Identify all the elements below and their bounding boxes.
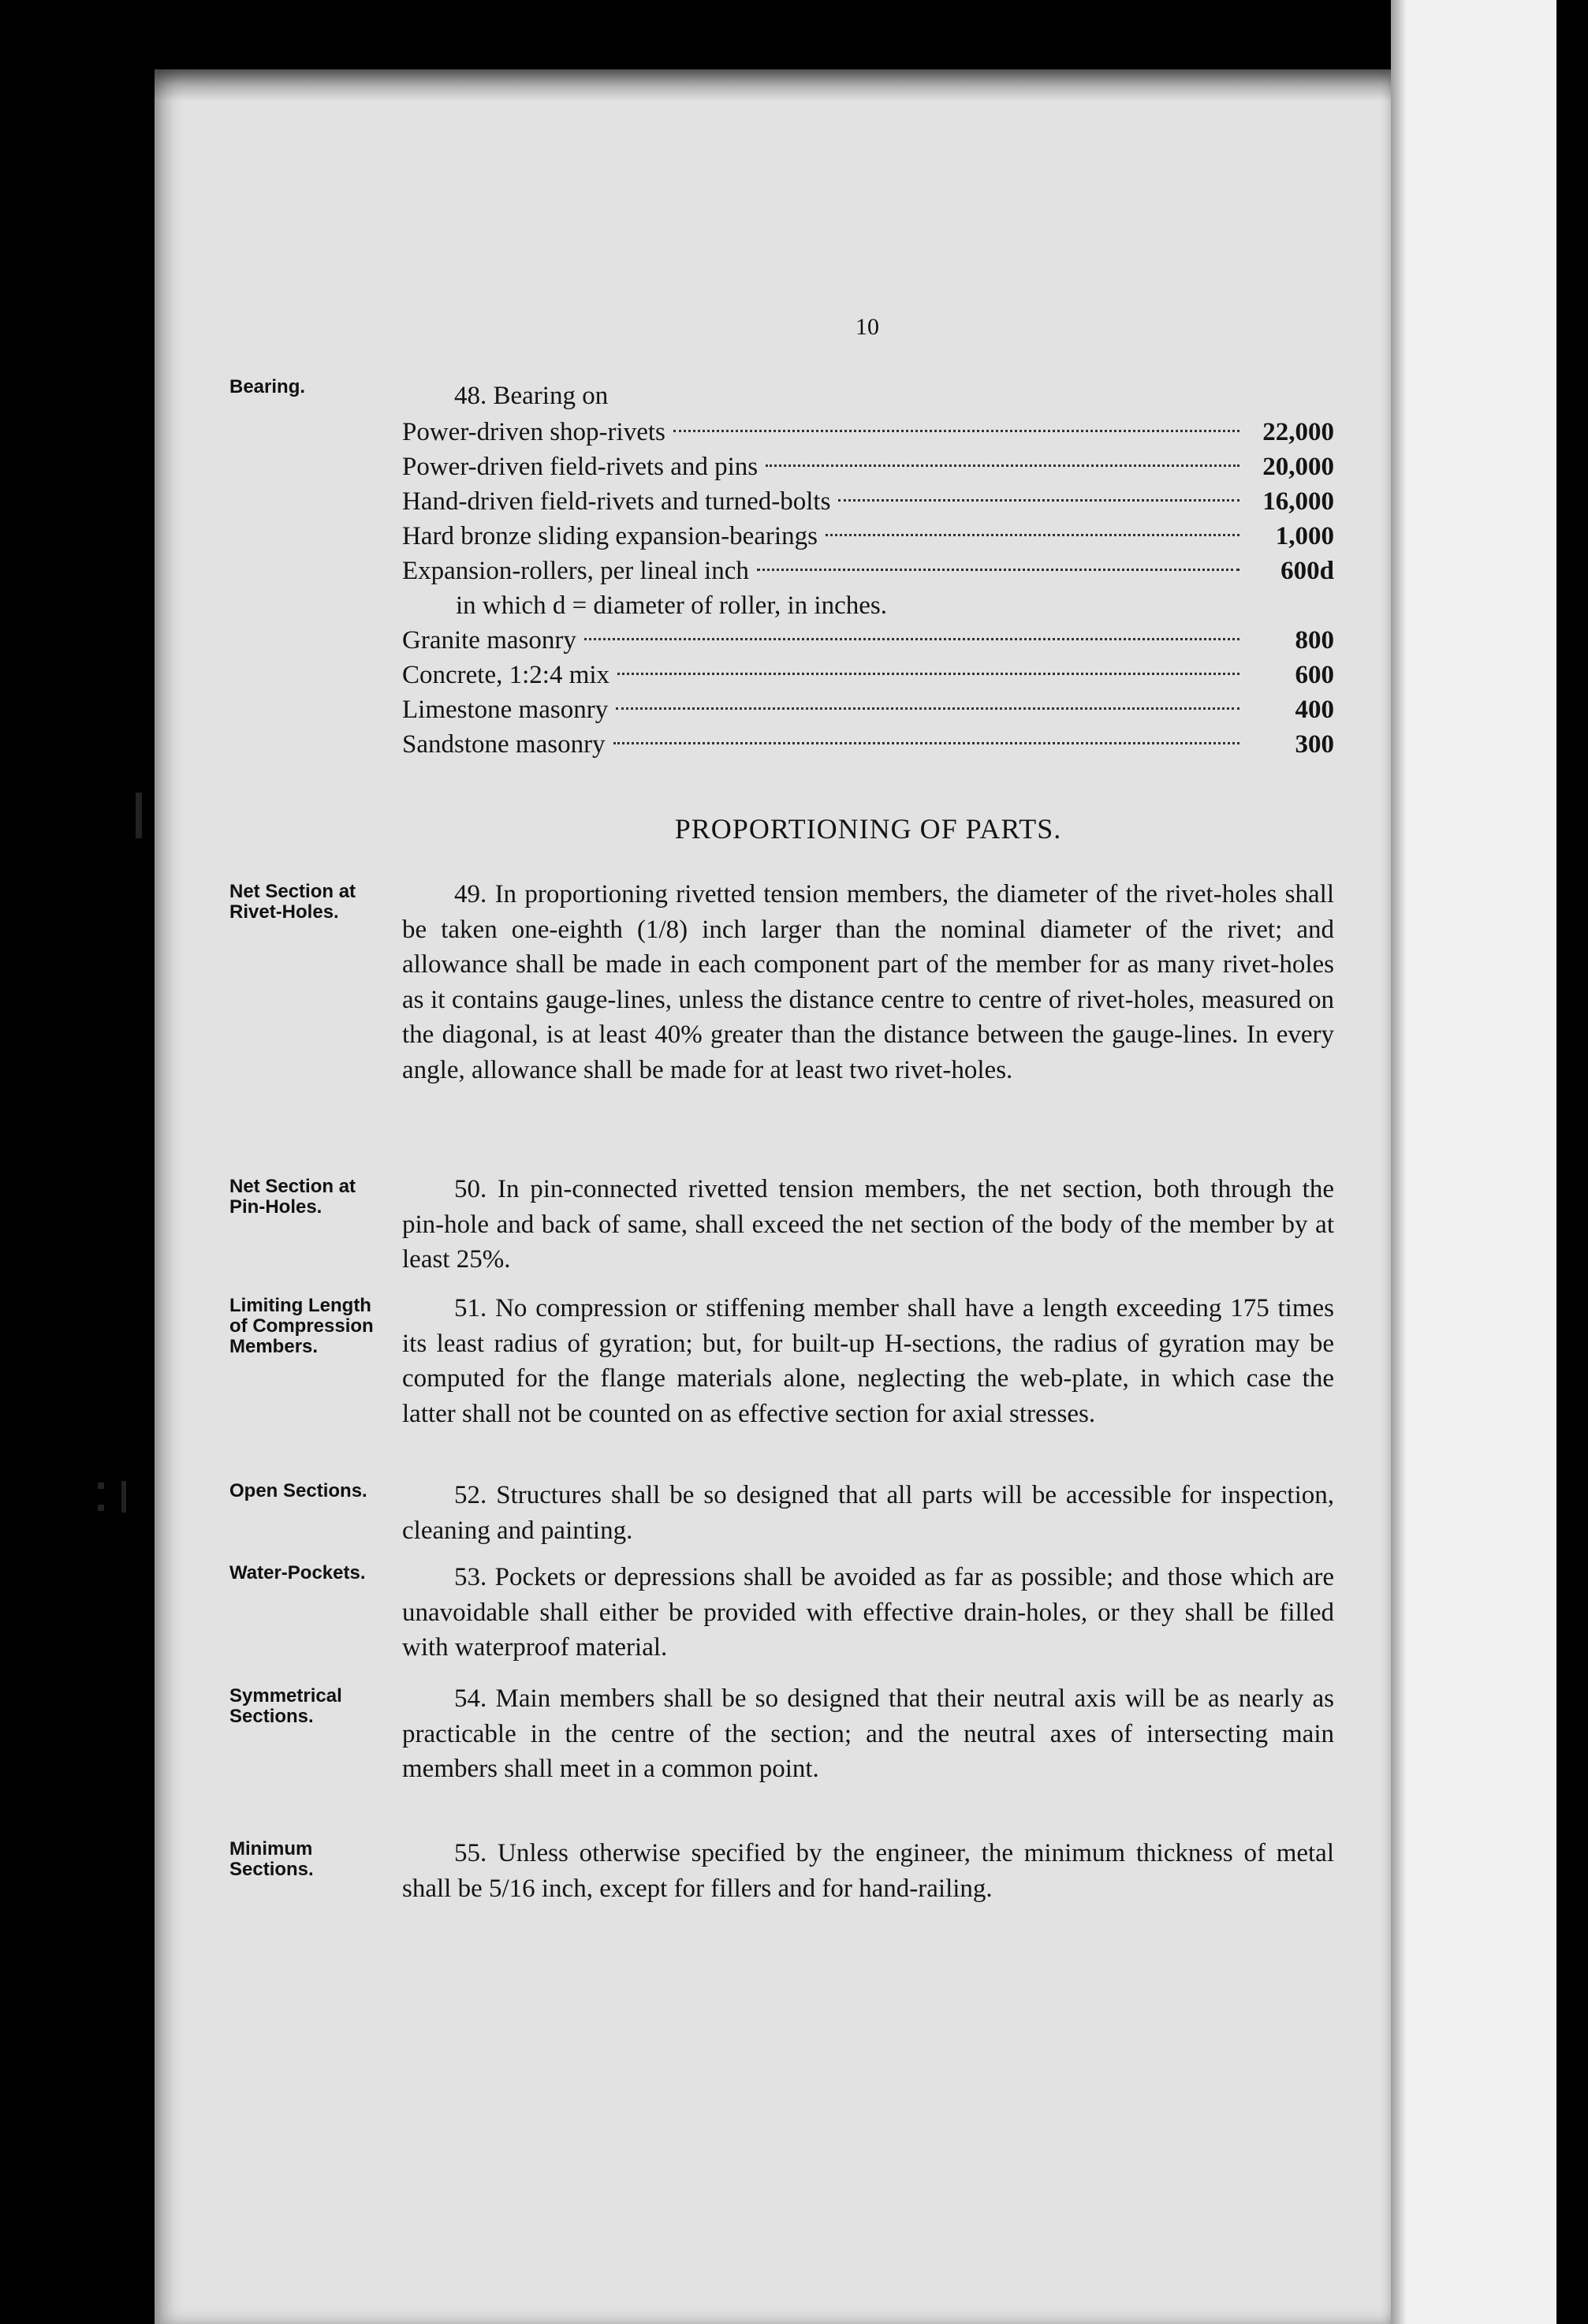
bearing-row — [402, 692, 1334, 727]
scan-mark — [98, 1483, 104, 1489]
bearing-row-value: 600d — [1280, 557, 1334, 585]
bearing-note-row — [402, 588, 1334, 623]
bearing-row-value: 22,000 — [1262, 418, 1334, 446]
bearing-heading-text: Bearing on — [493, 382, 609, 410]
bearing-row-label: Concrete, 1:2:4 mix — [402, 661, 610, 689]
clause-text: Unless otherwise specified by the engineer, the minimum thickness of metal shall be 5/16 inch, except for fillers and for hand-railing. — [402, 1839, 1334, 1903]
clause-number: 53. — [454, 1563, 487, 1591]
bearing-row — [402, 484, 1334, 519]
bearing-row-label: Hard bronze sliding expansion-bearings — [402, 522, 818, 550]
bearing-row — [402, 658, 1334, 692]
clause-number: 48. — [454, 382, 487, 410]
bearing-row — [402, 415, 1334, 450]
clause-52 — [402, 1478, 1334, 1548]
clause-51 — [402, 1291, 1334, 1431]
dot-leader — [616, 707, 1239, 710]
margin-note-bearing: Bearing. — [229, 376, 306, 397]
clause-55 — [402, 1836, 1334, 1906]
margin-note-open-sections: Open Sections. — [229, 1480, 367, 1501]
section-heading: PROPORTIONING OF PARTS. — [674, 813, 1062, 845]
bearing-row-value: 20,000 — [1262, 453, 1334, 481]
clause-number: 52. — [454, 1481, 487, 1509]
dot-leader — [757, 569, 1239, 571]
bearing-row — [402, 450, 1334, 484]
clause-number: 54. — [454, 1684, 487, 1713]
clause-number: 51. — [454, 1294, 487, 1322]
bearing-row — [402, 727, 1334, 762]
bearing-row — [402, 519, 1334, 554]
bearing-row-label: Power-driven field-rivets and pins — [402, 453, 759, 481]
scan-mark — [121, 1481, 126, 1513]
page-number: 10 — [856, 314, 879, 340]
bearing-row-label: Granite masonry — [402, 626, 576, 655]
margin-note-symmetrical-sections: Symmetrical Sections. — [229, 1685, 342, 1727]
page-gutter-shadow — [1391, 0, 1407, 2324]
bearing-row-value: 400 — [1295, 696, 1334, 724]
clause-number: 55. — [454, 1839, 487, 1867]
bearing-row-value: 1,000 — [1275, 522, 1334, 550]
scan-mark — [98, 1505, 104, 1511]
clause-number: 49. — [454, 880, 487, 908]
clause-text: Structures shall be so designed that all parts will be accessible for inspection, cleaning and painting. — [402, 1481, 1334, 1545]
clause-54 — [402, 1681, 1334, 1787]
bearing-row — [402, 623, 1334, 658]
margin-note-limiting-length: Limiting Length of Compression Members. — [229, 1295, 374, 1357]
dot-leader — [838, 499, 1239, 502]
bearing-table — [402, 415, 1334, 762]
bearing-row-value: 600 — [1295, 661, 1334, 689]
clause-49 — [402, 877, 1334, 1087]
clause-text: Main members shall be so designed that their neutral axis will be as nearly as practicable in the centre of the section; and the neutral axes of intersecting main members shall meet in a common point. — [402, 1684, 1335, 1783]
clause-text: In proportioning rivetted tension members, the diameter of the rivet-holes shall be taken one-eighth (1/8) inch larger than the nominal diameter of the rivet; and allowance shall be made in each component part of the member for as many rivet-holes as it contains gauge-lines, unless the distance centre to centre of rivet-holes, measured on the diagonal, is at least 40% greater than the distance between the gauge-lines. In every angle, allowance shall be made for at least two rivet-holes. — [402, 880, 1334, 1084]
bearing-heading — [402, 379, 1334, 413]
margin-note-water-pockets: Water-Pockets. — [229, 1562, 366, 1584]
scan-mark — [136, 793, 142, 838]
adjacent-page-edge — [1391, 0, 1556, 2324]
dot-leader — [613, 742, 1239, 744]
margin-note-net-section-pin: Net Section at Pin-Holes. — [229, 1176, 356, 1218]
dot-leader — [584, 638, 1239, 640]
bearing-row — [402, 554, 1334, 588]
clause-text: No compression or stiffening member shall have a length exceeding 175 times its least radius of gyration; but, for built-up H-sections, the radius of gyration may be computed for the flange materials alone, neglecting the web-plate, in which case the latter shall not be counted on as effective section for axial stresses. — [402, 1294, 1335, 1428]
bearing-row-label: Sandstone masonry — [402, 730, 606, 759]
margin-note-minimum-sections: Minimum Sections. — [229, 1838, 314, 1880]
dot-leader — [766, 464, 1239, 467]
dot-leader — [826, 534, 1239, 536]
bearing-row-label: Hand-driven field-rivets and turned-bolts — [402, 487, 831, 516]
bearing-row-label: Power-driven shop-rivets — [402, 418, 665, 446]
bearing-row-label: Limestone masonry — [402, 696, 609, 724]
top-edge-shadow — [155, 69, 1391, 101]
bearing-row-value: 800 — [1295, 626, 1334, 655]
dot-leader — [673, 430, 1239, 432]
clause-number: 50. — [454, 1175, 487, 1203]
clause-53 — [402, 1560, 1334, 1666]
dot-leader — [617, 673, 1239, 675]
bearing-row-label: Expansion-rollers, per lineal inch — [402, 557, 749, 585]
clause-50 — [402, 1172, 1334, 1278]
margin-note-net-section-rivet: Net Section at Rivet-Holes. — [229, 881, 356, 923]
bearing-row-value: 300 — [1295, 730, 1334, 759]
clause-text: Pockets or depressions shall be avoided as far as possible; and those which are unavoidable shall either be provided with effective drain-holes, or they shall be filled with waterproof material. — [402, 1563, 1335, 1662]
bearing-note-text: in which d = diameter of roller, in inches. — [456, 591, 887, 620]
clause-text: In pin-connected rivetted tension members, the net section, both through the pin-hole and back of same, shall exceed the net section of the body of the member by at least 25%. — [402, 1175, 1334, 1274]
bearing-row-value: 16,000 — [1262, 487, 1334, 516]
